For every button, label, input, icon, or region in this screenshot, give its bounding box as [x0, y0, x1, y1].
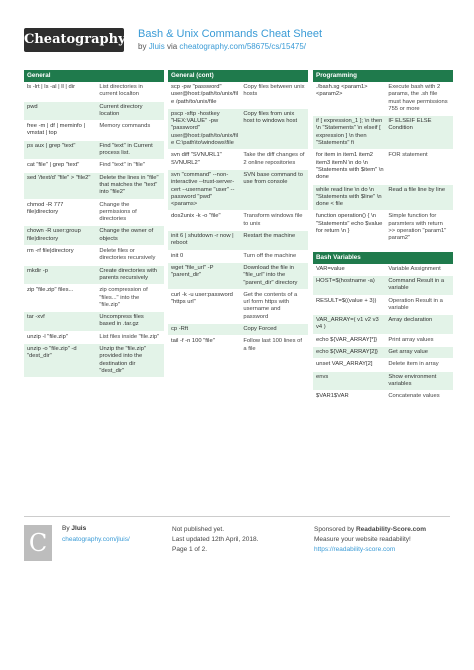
table-row: [24, 246, 164, 266]
description-text: Current directory location: [99, 103, 143, 117]
command-text: for item in item1 item2 item3 itemN \n do \n "Statements with $item" \n done: [316, 152, 384, 181]
command-text: envs: [316, 373, 329, 380]
command-text: zip "file.zip" files...: [27, 287, 74, 294]
description-text: IF ELSEIF ELSE Condition: [388, 118, 432, 132]
table-row: [24, 266, 164, 286]
section: [168, 70, 308, 356]
table-row: [168, 251, 308, 263]
table-row: [168, 82, 308, 109]
section: [313, 70, 453, 246]
description-text: zip compression of "files..." into the "file.zip": [99, 287, 148, 308]
table-row: [24, 344, 164, 378]
table-row: [24, 102, 164, 122]
sponsor-line: [314, 525, 426, 535]
description-text: Read a file line by line: [388, 186, 446, 193]
description-text: Create directories with parents recursively: [99, 267, 158, 281]
command-text: while read line \n do \n "Statements with $line" \n done < file: [316, 186, 382, 208]
command-text: pwd: [27, 103, 38, 110]
table-row: [313, 211, 453, 245]
table-row: [24, 332, 164, 344]
command-text: svn "command" --non-interactive --trust-server-cert --username "user" --password "pwd" <params>: [171, 171, 235, 208]
description-text: Concatenate values: [388, 393, 440, 400]
table-row: [313, 150, 453, 184]
table-row: [168, 263, 308, 290]
table-row: [24, 141, 164, 161]
section-title: Programming: [313, 70, 453, 82]
command-text: init 6 | shutdown -r now | reboot: [171, 233, 234, 247]
footer-author-name: Jluis: [71, 525, 87, 532]
page-title: Bash & Unix Commands Cheat Sheet: [138, 28, 323, 40]
description-text: Get array value: [388, 349, 428, 356]
section: [24, 70, 164, 378]
sponsor-prefix: Sponsored by: [314, 526, 355, 533]
command-text: cat "file" | grep "text": [27, 162, 80, 169]
published-status: Not published yet.: [172, 526, 225, 533]
command-text: dos2unix -k -o "file": [171, 213, 221, 220]
description-text: Delete files or directories recursively: [99, 248, 156, 262]
last-updated: Last updated 12th April, 2018.: [172, 536, 259, 543]
table-row: [313, 347, 453, 359]
description-text: Find "text" in "file": [99, 162, 145, 169]
description-text: Unzip the "file.zip" provided into the destination dir "dest_dir": [99, 346, 147, 374]
command-text: curl -k -u user:password "https url": [171, 291, 233, 306]
section: [313, 252, 453, 404]
description-text: Download the file in "file_url" into the "parent_dir" directory: [243, 264, 298, 286]
description-text: Execute bash with 2 params, the .sh file must have permissions 755 or more: [388, 84, 448, 112]
table-row: [313, 116, 453, 150]
description-text: SVN base command to use from console: [243, 171, 303, 186]
table-row: [313, 335, 453, 347]
via-text: via: [166, 42, 178, 51]
description-text: Array declaration: [388, 317, 433, 324]
command-text: unzip -o "file.zip" -d "dest_dir": [27, 346, 77, 360]
command-text: ls -lrt | ls -al | ll | dir: [27, 84, 75, 90]
table-row: [24, 226, 164, 246]
footer-by-label: By: [62, 525, 70, 532]
command-text: VAR_ARRAY=( v1 v2 v3 v4 ): [316, 317, 379, 331]
description-text: Print array values: [388, 336, 434, 343]
command-text: mkdir -p: [27, 267, 48, 274]
command-text: $VAR1$VAR: [316, 393, 349, 400]
table-row: [24, 173, 164, 200]
command-text: ps aux | grep "text": [27, 142, 76, 149]
table-row: [168, 109, 308, 150]
description-text: List directories in current localton: [99, 84, 143, 98]
command-text: echo ${VAR_ARRAY[2]}: [316, 349, 378, 356]
command-text: svn diff "SVNURL1" SVNURL2": [171, 152, 222, 166]
description-text: Change the permissions of directories: [99, 201, 137, 223]
command-text: pscp -sftp -hostkey "HEX:VALUE" -pw "password" user@host:/path/to/unix/file C:\path\to\windows\file: [171, 110, 239, 147]
command-text: rm -rf file|directory: [27, 248, 74, 255]
command-text: chmod -R 777 file|directory: [27, 201, 64, 215]
footer-logo: C: [24, 525, 52, 561]
command-text: free -m | df | meminfo | vmstat | top: [27, 123, 85, 137]
table-row: [24, 82, 164, 102]
table-row: [24, 121, 164, 141]
description-text: Delete item in array: [388, 361, 439, 368]
description-text: Take the diff changes of 2 online repositories: [243, 152, 305, 166]
page-number: Page 1 of 2.: [172, 546, 208, 553]
column-1: [24, 70, 164, 384]
footer-sponsor: [314, 525, 426, 555]
description-text: Transform windows file to unix: [243, 213, 303, 227]
table-row: [24, 200, 164, 227]
footer: [24, 516, 450, 557]
command-text: scp -pw "password" user@host:/path/to/unix/file /path/to/unix/file: [171, 84, 239, 105]
table-row: [313, 296, 453, 316]
table-row: [313, 359, 453, 371]
byline: [138, 42, 306, 51]
command-text: wget "file_url" -P "parent_dir": [171, 264, 214, 279]
table-row: [313, 276, 453, 296]
table-row: [313, 185, 453, 212]
description-text: Simple function for parsmters with return >> operation "param1" param2": [388, 213, 447, 242]
command-text: function operation() { \n "Statements" echo $value for return \n }: [316, 213, 383, 235]
table-row: [168, 211, 308, 231]
table-row: [24, 285, 164, 312]
description-text: FOR statement: [388, 152, 428, 159]
description-text: Follow last 100 lines of a file: [243, 338, 303, 352]
section-title: General (cont): [168, 70, 308, 82]
sponsor-text: Measure your website readability!: [314, 536, 411, 543]
description-text: List files inside "file.zip": [99, 333, 160, 340]
command-text: unset VAR_ARRAY[2]: [316, 361, 373, 368]
command-text: if [ expression_1 ]; \n then \n "Statements" \n elseif [ expression ] \n then "Statements" fi: [316, 118, 383, 147]
cheatography-logo[interactable]: Cheatography: [24, 28, 124, 52]
command-text: tar -xvf: [27, 314, 45, 321]
column-2: [168, 70, 308, 362]
description-text: Turn off the machine: [243, 252, 297, 259]
command-text: unzip -l "file.zip": [27, 333, 68, 340]
command-text: chown -R user:group file|directory: [27, 228, 81, 242]
description-text: Operation Result in a variable: [388, 297, 443, 311]
table-row: [168, 231, 308, 251]
command-text: tail -f -n 100 "file": [171, 338, 215, 345]
command-text: sed '/text/d' "file" > "file2": [27, 174, 91, 181]
command-text: echo ${VAR_ARRAY[*]}: [316, 336, 378, 343]
column-3: [313, 70, 453, 410]
command-text: RESULT=$((value + 3)): [316, 297, 377, 304]
table-row: [168, 170, 308, 211]
table-row: [168, 324, 308, 336]
description-text: Get the contents of a url form https with username and password: [243, 291, 298, 320]
command-text: HOST=$(hostname -a): [316, 277, 375, 284]
command-text: ./bash.sg <param1> <param2>: [316, 84, 368, 98]
description-text: Memory commands: [99, 123, 151, 130]
table-row: [313, 264, 453, 276]
description-text: Command Result in a variable: [388, 277, 445, 292]
command-text: cp -Rft: [171, 326, 189, 333]
description-text: Variable Assignment: [388, 265, 441, 272]
table-row: [24, 312, 164, 332]
table-row: [168, 336, 308, 356]
footer-author: [62, 525, 86, 532]
description-text: Delete the lines in "file" that matches the "text" into "file2": [99, 174, 159, 196]
command-text: VAR=value: [316, 265, 345, 272]
table-row: [313, 372, 453, 392]
table-row: [168, 150, 308, 170]
table-row: [24, 160, 164, 172]
command-text: init 0: [171, 252, 184, 259]
table-row: [313, 82, 453, 116]
footer-author-link[interactable]: cheatography.com/jluis/: [62, 536, 130, 543]
description-text: Copy files from unix host to windows host: [243, 110, 298, 125]
description-text: Show environment variables: [388, 373, 437, 387]
header: [0, 0, 474, 64]
sponsor-url-link[interactable]: https://readability-score.com: [314, 546, 396, 553]
description-text: Find "text" in Current process list.: [99, 142, 153, 157]
sponsor-name[interactable]: Readability-Score.com: [355, 526, 427, 533]
table-row: [313, 391, 453, 403]
description-text: Change the owner of objects: [99, 228, 154, 242]
section-title: Bash Variables: [313, 252, 453, 264]
by-prefix: by: [138, 42, 147, 51]
sheet-url-link[interactable]: cheatography.com/58675/cs/15475/: [179, 42, 307, 51]
description-text: Restart the machine: [243, 233, 296, 240]
description-text: Uncompress files based in .tar.gz: [99, 314, 144, 328]
footer-publish-info: [172, 525, 258, 555]
description-text: Copy Forced: [243, 326, 277, 333]
table-row: [313, 315, 453, 335]
section-title: General: [24, 70, 164, 82]
description-text: Copy files between unix hosts: [243, 84, 305, 98]
author-link[interactable]: Jluis: [148, 42, 165, 51]
table-row: [168, 290, 308, 324]
